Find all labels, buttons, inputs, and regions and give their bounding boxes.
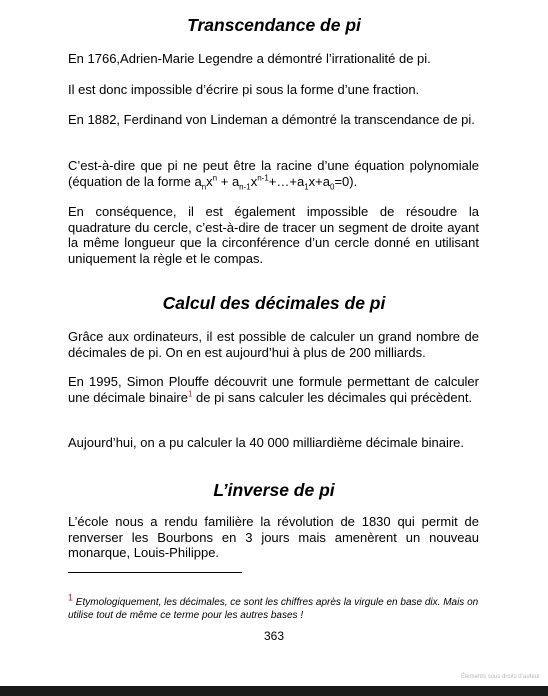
paragraph-ordinateurs: Grâce aux ordinateurs, il est possible de calculer un grand nombre de décimales de pi. On en est aujourd’hui à plus de 200 milliards. [68,329,479,360]
paragraph-milliardieme: Aujourd’hui, on a pu calculer la 40 000 milliardième décimale binaire. [68,435,464,450]
footnote-separator [68,572,242,573]
footnote-reference[interactable]: 1 [187,389,193,399]
footnote [68,592,480,622]
copyright-watermark: Éléments sous droits d’auteur [460,674,540,680]
paragraph-legendre: En 1766,Adrien-Marie Legendre a démontré l’irrationalité de pi. [68,51,431,66]
paragraph-lindeman: En 1882, Ferdinand von Lindeman a démontré la transcendance de pi. [68,112,475,127]
footnote-text: Etymologiquement, les décimales, ce sont les chiffres après la virgule en base dix. Mais on utilise tout de même ce terme pour les autres bases ! [68,597,479,621]
heading-calcul-decimales: Calcul des décimales de pi [162,293,386,313]
polynomial-formula: $a_nx^n$ + $a_{n-1}x^{n-1}+\dots+a_1x+a_0=0$). [194,173,358,192]
polynomial-text: C’est-à-dire que pi ne peut être la racine d’une équation polynomiale (équation de la forme [68,158,479,189]
paragraph-plouffe: En 1995, Simon Plouffe découvrit une formule permettant de calculer une décimale binaire$^1$ de pi sans calculer les décimales qui précèdent. [68,374,479,405]
paragraph-revolution: L’école nous a rendu familière la révolution de 1830 qui permit de renverser les Bourbons en 3 jours mais amenèrent un nouveau monarque, Louis-Philippe. [68,514,479,560]
paragraph-quadrature: En conséquence, il est également impossible de résoudre la quadrature du cercle, c’est-à-dire de tracer un segment de droite ayant la même longueur que la circonférence d’un cercle donné en utilisant uniquement la règle et le compas. [68,204,479,266]
page-number: 363 [263,629,285,643]
paragraph-fraction: Il est donc impossible d’écrire pi sous la forme d’une fraction. [68,82,420,97]
footnote-marker: 1 [68,592,74,603]
paragraph-polynomial [68,158,479,192]
viewer-bottom-bar [0,686,548,696]
heading-transcendance: Transcendance de pi [187,15,361,35]
heading-inverse-pi: L’inverse de pi [213,480,335,500]
